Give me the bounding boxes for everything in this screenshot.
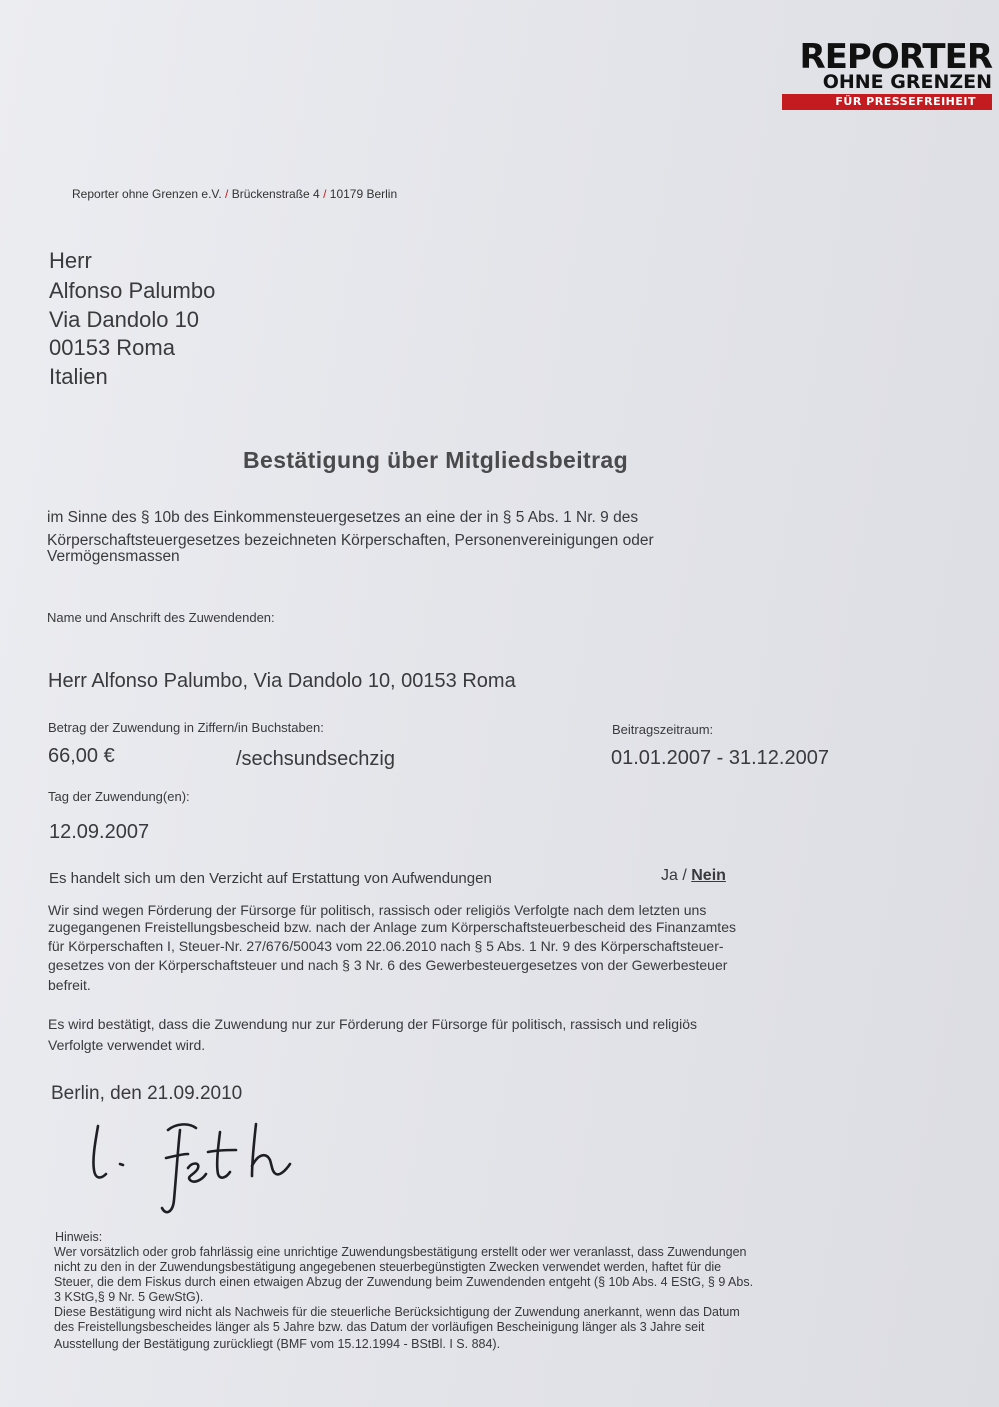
intro-line: im Sinne des § 10b des Einkommensteuergesetzes an eine der in § 5 Abs. 1 Nr. 9 des — [47, 509, 639, 526]
note-line: Steuer, die dem Fiskus durch einen etwaigen Abzug der Zuwendung beim Zuwendenden entgeht (§ 10b Abs. 4 EStG, § 9 Abs. — [54, 1275, 754, 1289]
reporter-ohne-grenzen-logo — [776, 37, 992, 110]
intro-line: Vermögensmassen — [47, 548, 180, 565]
sender-org: Reporter ohne Grenzen e.V. — [72, 187, 222, 201]
waiver-choice — [661, 868, 726, 885]
amount-label: Betrag der Zuwendung in Ziffern/in Buchstaben: — [48, 720, 324, 735]
period-value: 01.01.2007 - 31.12.2007 — [611, 747, 829, 769]
recipient-line: Alfonso Palumbo — [49, 278, 216, 303]
recipient-line: Via Dandolo 10 — [49, 307, 200, 332]
place-date: Berlin, den 21.09.2010 — [51, 1083, 243, 1104]
exemption-line: zugegangenen Freistellungsbescheid bzw. nach der Anlage zum Körperschaftsteuerbescheid des Finanzamtes — [48, 919, 736, 935]
exemption-line: gesetzes von der Körperschaftsteuer und nach § 3 Nr. 6 des Gewerbesteuergesetzes von der Gewerbesteuer — [48, 957, 728, 973]
sender-line — [72, 187, 397, 201]
sender-separator: / — [225, 187, 229, 201]
date-label: Tag der Zuwendung(en): — [48, 789, 190, 804]
confirmation-line: Es wird bestätigt, dass die Zuwendung nur zur Förderung der Fürsorge für politisch, rassisch und religiös — [48, 1016, 697, 1032]
exemption-line: für Körperschaften I, Steuer-Nr. 27/676/50043 vom 22.06.2010 nach § 5 Abs. 1 Nr. 9 des Körperschaftsteuer- — [48, 938, 724, 954]
handwritten-signature — [80, 1108, 310, 1218]
sender-city: 10179 Berlin — [329, 187, 398, 201]
document-title: Bestätigung über Mitgliedsbeitrag — [243, 447, 629, 473]
sender-separator: / — [323, 187, 327, 201]
waiver-ja: Ja / — [661, 867, 687, 884]
note-line: Ausstellung der Bestätigung zurückliegt (BMF vom 15.12.1994 - BStBl. I S. 884). — [54, 1337, 501, 1351]
amount-words: /sechsundsechzig — [236, 748, 395, 770]
intro-line: Körperschaftsteuergesetzes bezeichneten Körperschaften, Personenvereinigungen oder — [47, 532, 654, 549]
waiver-nein: Nein — [691, 867, 726, 884]
note-line: Wer vorsätzlich oder grob fahrlässig eine unrichtige Zuwendungsbestätigung erstellt oder wer veranlasst, dass Zuwendungen — [54, 1245, 747, 1259]
note-line: des Freistellungsbescheides länger als 5 Jahre bzw. das Datum der vorläufigen Bescheinigung länger als 3 Jahre seit — [54, 1320, 705, 1334]
amount-digits: 66,00 € — [48, 745, 115, 767]
note-heading: Hinweis: — [55, 1230, 103, 1244]
exemption-line: befreit. — [48, 977, 91, 993]
logo-line-ohne-grenzen: OHNE GRENZEN — [822, 71, 992, 93]
waiver-text: Es handelt sich um den Verzicht auf Erstattung von Aufwendungen — [49, 870, 492, 887]
exemption-line: Wir sind wegen Förderung der Fürsorge für politisch, rassisch oder religiös Verfolgte nach dem letzten uns — [48, 902, 707, 918]
donor-label: Name und Anschrift des Zuwendenden: — [47, 610, 275, 625]
recipient-line: 00153 Roma — [49, 335, 175, 360]
note-line: 3 KStG,§ 9 Nr. 5 GewStG). — [54, 1290, 204, 1304]
note-line: nicht zu den in der Zuwendungsbestätigung angegebenen steuerbegünstigten Zwecken verwendet werden, haftet für die — [54, 1260, 722, 1274]
date-value: 12.09.2007 — [49, 821, 150, 843]
note-line: Diese Bestätigung wird nicht als Nachweis für die steuerliche Berücksichtigung der Zuwendung anerkannt, wenn das Datum — [54, 1305, 740, 1319]
period-label: Beitragszeitraum: — [612, 722, 714, 737]
donor-value: Herr Alfonso Palumbo, Via Dandolo 10, 00153 Roma — [48, 670, 516, 692]
recipient-line: Herr — [49, 248, 92, 273]
logo-line-reporter: REPORTER — [799, 37, 992, 77]
sender-street: Brückenstraße 4 — [231, 187, 320, 201]
recipient-line: Italien — [49, 364, 108, 389]
logo-tagline-bar: FÜR PRESSEFREIHEIT — [782, 94, 992, 110]
confirmation-line: Verfolgte verwendet wird. — [48, 1037, 206, 1053]
